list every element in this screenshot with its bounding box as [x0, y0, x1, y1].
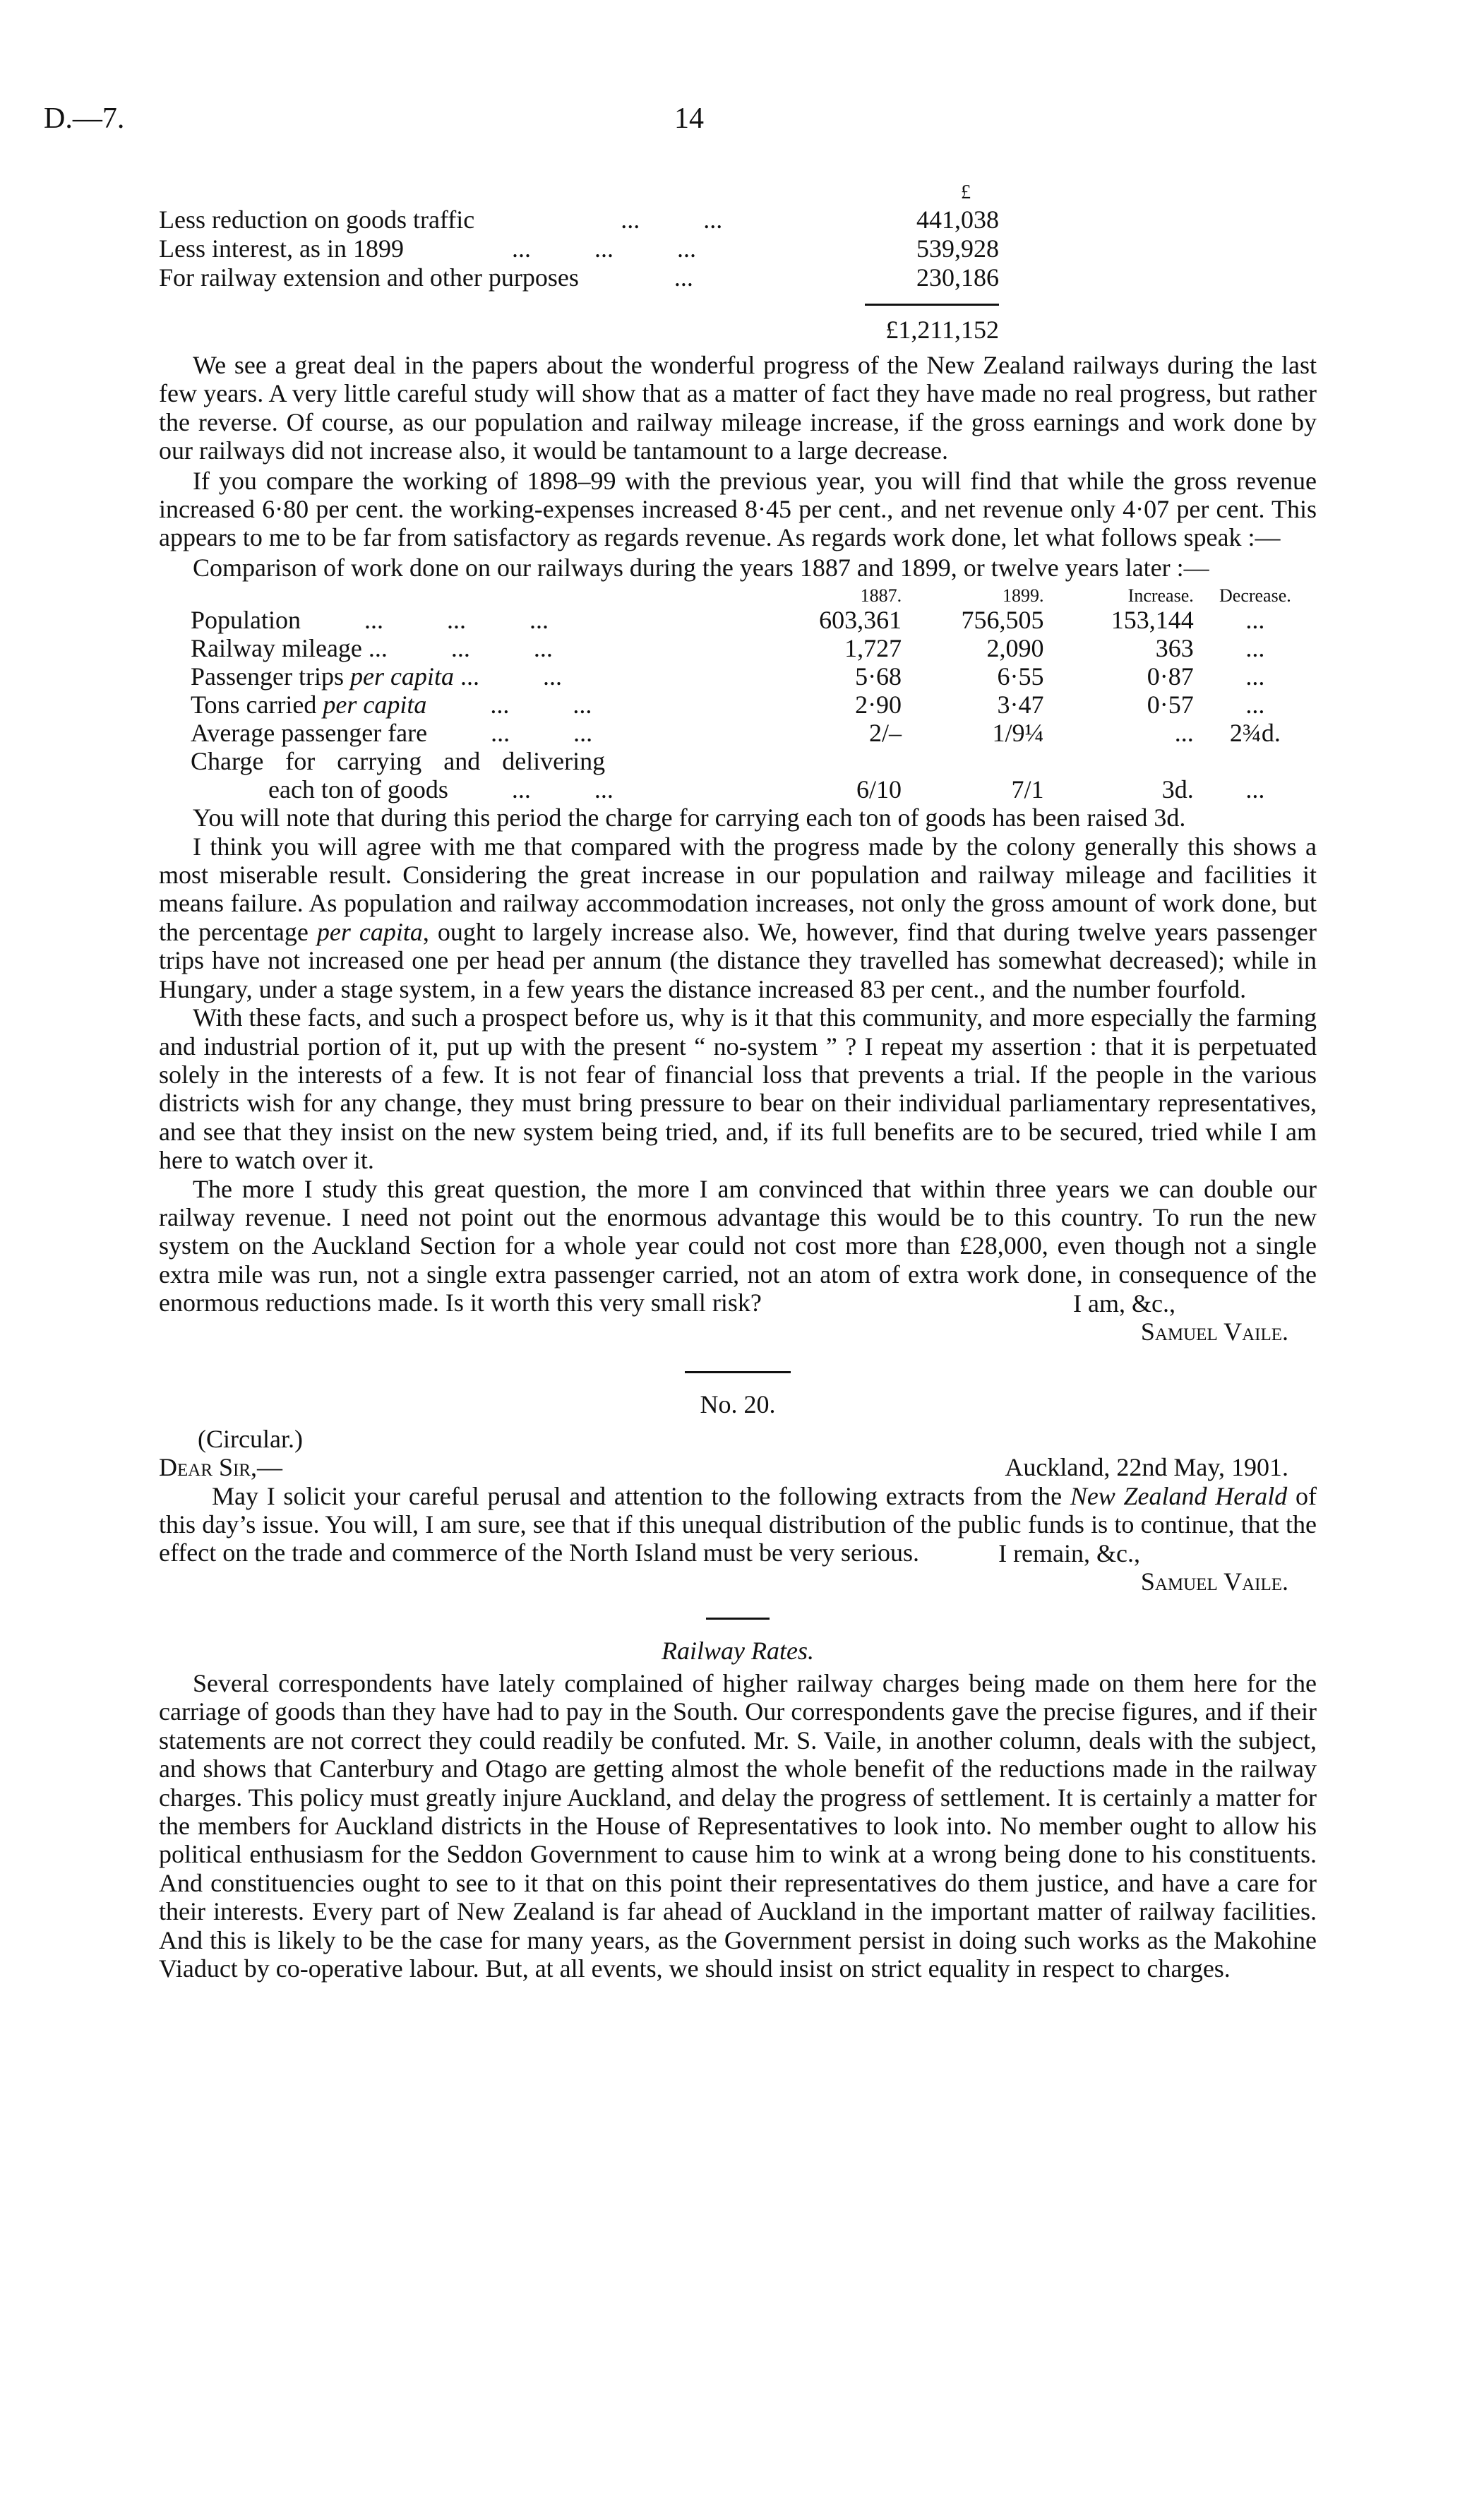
table-cell: 603,361: [819, 606, 902, 635]
table-cell: [1043, 747, 1193, 775]
summary-table: [159, 180, 1317, 345]
summary-label: Less reduction on goods traffic: [159, 205, 475, 234]
table-row: [191, 747, 1317, 775]
table-cell: [902, 747, 1043, 775]
column-header: 1899.: [1002, 585, 1044, 606]
summary-amount: 441,038: [916, 205, 999, 234]
row-label: Tons carried per capita ... ...: [191, 691, 592, 719]
comparison-table: [191, 586, 1317, 803]
closing: I remain, &c.,: [998, 1538, 1140, 1567]
document-reference: D.—7.: [44, 102, 125, 135]
section-divider: [706, 1618, 770, 1620]
table-cell: ...: [1245, 775, 1265, 804]
section-divider: [685, 1371, 791, 1373]
column-header: Decrease.: [1219, 585, 1291, 606]
table-row: [191, 634, 1317, 662]
text: May I solicit your careful perusal and attention to the following extracts from the: [212, 1481, 1070, 1510]
paragraph: With these facts, and such a prospect before us, why is it that this community, and more especially the farming and industrial portion of it, put up with the present “ no-system ” ? I repeat my assertion : that it is perpetuated solely in the interests of a few. It is not fear of financial loss that prevents a trial. If the people in the various districts wish for any change, they must bring pressure to bear on their individual parliamentary representatives, and see that they insist on the new system being tried, and, if its full benefits are to be secured, tried while I am here to watch over it.: [159, 1003, 1317, 1175]
row-label: Average passenger fare ... ...: [191, 719, 593, 748]
table-cell: 1,727: [844, 634, 902, 663]
summary-total-row: [159, 316, 1317, 345]
closing: I am, &c.,: [1073, 1289, 1175, 1317]
article-title: [159, 1637, 1317, 1665]
table-cell: 2·90: [855, 691, 902, 719]
table-cell: 363: [1155, 634, 1194, 663]
salutation-line: [159, 1453, 1317, 1481]
place-date: Auckland, 22nd May, 1901.: [1005, 1453, 1288, 1482]
table-cell: 5·68: [855, 662, 902, 691]
summary-row: [159, 205, 1317, 234]
table-cell: ...: [1245, 634, 1265, 663]
row-label: each ton of goods ... ...: [268, 775, 614, 804]
paragraph: Several correspondents have lately complained of higher railway charges being made on them here for the carriage of goods than they have had to pay in the South. Our correspondents gave the precise figures, and if their statements are not correct they could readily be confuted. Mr. S. Vaile, in another column, deals with the subject, and shows that Canterbury and Otago are getting almost the whole benefit of the reductions made in the railway charges. This policy must greatly injure Auckland, and delay the progress of settlement. It is certainly a matter for the members for Auckland districts in the House of Representatives to look into. No member ought to allow his political enthusiasm for the Seddon Government to cause him to wink at a wrong being done to his constituents. And constituencies ought to see to it that on this point their representatives do them justice, and have a care for their interests. Every part of New Zealand is far ahead of Auckland in the important matter of railway facilities. And this is likely to be the case for many years, as the Government persist in doing such works as the Makohine Viaduct by co-operative labour. But, at all events, we should insist on strict equality in respect to charges.: [159, 1669, 1317, 1983]
summary-row: [159, 234, 1317, 263]
table-row: [191, 606, 1317, 634]
table-cell: 1/9¼: [992, 719, 1044, 748]
table-cell: ...: [1245, 606, 1265, 635]
summary-label: Less interest, as in 1899: [159, 234, 404, 263]
table-cell: 0·87: [1147, 662, 1194, 691]
column-header: Increase.: [1127, 585, 1194, 606]
paragraph: If you compare the working of 1898–99 with the previous year, you will find that while the gross revenue increased 6·80 per cent. the working-expenses increased 8·45 per cent., and net revenue only 4·07 per cent. This appears to me to be far from satisfactory as regards revenue. As regards work done, let what follows speak :—: [159, 466, 1317, 552]
table-cell: 2/–: [869, 719, 902, 748]
summary-label: For railway extension and other purposes: [159, 263, 579, 292]
table-cell: 3·47: [997, 691, 1044, 719]
table-cell: ...: [1245, 691, 1265, 719]
sum-rule: [865, 304, 999, 316]
table-cell: 6/10: [856, 775, 902, 804]
table-cell: [786, 747, 902, 775]
newspaper-title: New Zealand Herald: [1070, 1481, 1288, 1510]
table-cell: 2¾d.: [1229, 719, 1281, 748]
summary-total: £1,211,152: [885, 316, 999, 344]
leader-dots: ... ... ...: [511, 234, 696, 263]
letter-number: No. 20.: [700, 1390, 776, 1419]
paragraph: You will note that during this period the charge for carrying each ton of goods has been raised 3d.: [193, 803, 1186, 832]
signature: Samuel Vaile.: [1140, 1567, 1288, 1596]
table-cell: 153,144: [1111, 606, 1194, 635]
column-header: 1887.: [860, 585, 902, 606]
circular-label: (Circular.): [198, 1424, 303, 1453]
leader-dots: ...: [674, 263, 693, 292]
table-cell: [1194, 747, 1317, 775]
table-row: [191, 719, 1317, 747]
row-label: Population ... ... ...: [191, 606, 549, 635]
paragraph: The more I study this great question, the more I am convinced that within three years we can double our railway revenue. I need not point out the enormous advantage this would be to this country. To run the new system on the Auckland Section for a whole year could not cost more than £28,000, even though not a single extra mile was run, not a single extra passenger carried, not an atom of extra work done, in consequence of the enormous reductions made. Is it worth this very small risk?: [159, 1174, 1317, 1317]
signature: Samuel Vaile.: [1140, 1317, 1288, 1346]
row-label: Charge for carrying and delivering: [191, 747, 606, 776]
salutation: Dear Sir,—: [159, 1453, 283, 1482]
table-cell: 6·55: [997, 662, 1044, 691]
table-cell: 2,090: [986, 634, 1044, 663]
summary-amount: 539,928: [916, 234, 999, 263]
table-cell: 0·57: [1147, 691, 1194, 719]
table-cell: ...: [1245, 662, 1265, 691]
paragraph: Comparison of work done on our railways during the years 1887 and 1899, or twelve years later :—: [193, 553, 1209, 582]
table-cell: 756,505: [961, 606, 1044, 635]
article-title-text: Railway Rates.: [662, 1636, 814, 1665]
paragraph: We see a great deal in the papers about the wonderful progress of the New Zealand railways during the last few years. A very little careful study will show that as a matter of fact they have made no real progress, but rather the reverse. Of course, as our population and railway mileage increase, if the gross earnings and work done by our railways did not increase also, it would be tantamount to a large decrease.: [159, 351, 1317, 465]
table-cell: 7/1: [1011, 775, 1044, 804]
letter-body: [159, 351, 1317, 1983]
table-row: [191, 691, 1317, 719]
table-cell: ...: [1174, 719, 1194, 748]
text: of this day’s issue. You will, I am sure, see that if this unequal distribution of the public funds is to continue, that the effect on the trade and commerce of the North Island must be very serious.: [159, 1481, 1317, 1567]
paragraph: I think you will agree with me that compared with the progress made by the colony generally this shows a most miserable result. Considering the great increase in our population and railway mileage and facilities it means failure. As population and railway accommodation increases, not only the gross amount of work done, but the percentage per capita, ought to largely increase also. We, however, find that during twelve years passenger trips have not increased one per head per annum (the distance they travelled has somewhat decreased); while in Hungary, under a stage system, in a few years the distance increased 83 per cent., and the number fourfold.: [159, 832, 1317, 1003]
currency-header: £: [961, 181, 971, 203]
table-header-row: [191, 586, 1317, 606]
row-label: Railway mileage ... ... ...: [191, 634, 553, 663]
table-cell: 3d.: [1161, 775, 1194, 804]
summary-amount: 230,186: [916, 263, 999, 292]
table-row: [191, 662, 1317, 691]
page-number: 14: [674, 102, 704, 135]
row-label: Passenger trips per capita ... ...: [191, 662, 562, 691]
summary-row: [159, 263, 1317, 292]
leader-dots: ... ...: [621, 205, 723, 234]
table-row: [191, 775, 1317, 803]
